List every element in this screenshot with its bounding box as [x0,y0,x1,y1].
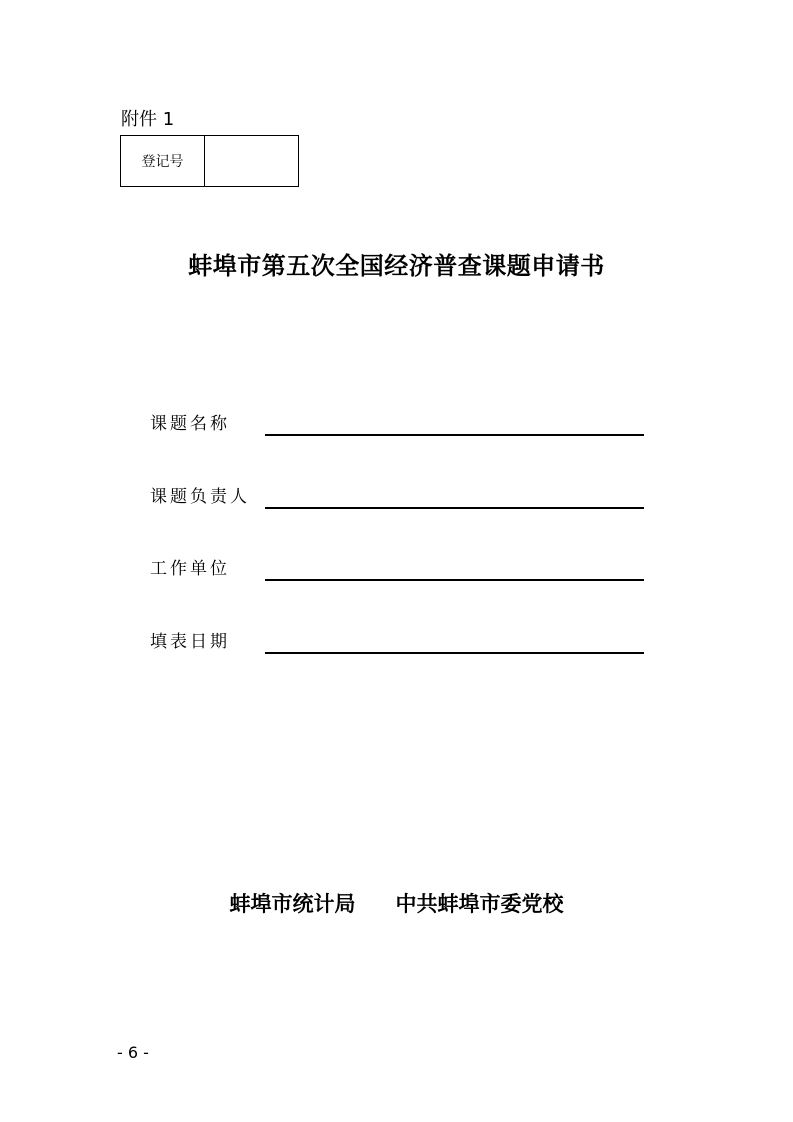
issuing-organizations [0,888,793,920]
project-name-field [150,412,644,442]
fill-date-line[interactable] [265,652,644,654]
registration-number-box [120,135,299,187]
organization-party-school: 中共蚌埠市委党校 [395,891,564,916]
registration-number-label: 登记号 [121,136,205,186]
page-number: - 6 - [117,1043,149,1062]
project-name-label: 课题名称 [150,414,230,434]
registration-number-value[interactable] [205,136,298,186]
work-unit-field [150,557,644,587]
project-leader-label: 课题负责人 [150,487,250,507]
project-name-line[interactable] [265,434,644,436]
attachment-label: 附件 1 [121,109,175,130]
document-title: 蚌埠市第五次全国经济普查课题申请书 [188,251,605,280]
work-unit-line[interactable] [265,579,644,581]
project-leader-line[interactable] [265,507,644,509]
work-unit-label: 工作单位 [150,559,230,579]
fill-date-field [150,630,644,660]
organization-statistics-bureau: 蚌埠市统计局 [229,891,356,916]
fill-date-label: 填表日期 [150,632,230,652]
project-leader-field [150,485,644,515]
